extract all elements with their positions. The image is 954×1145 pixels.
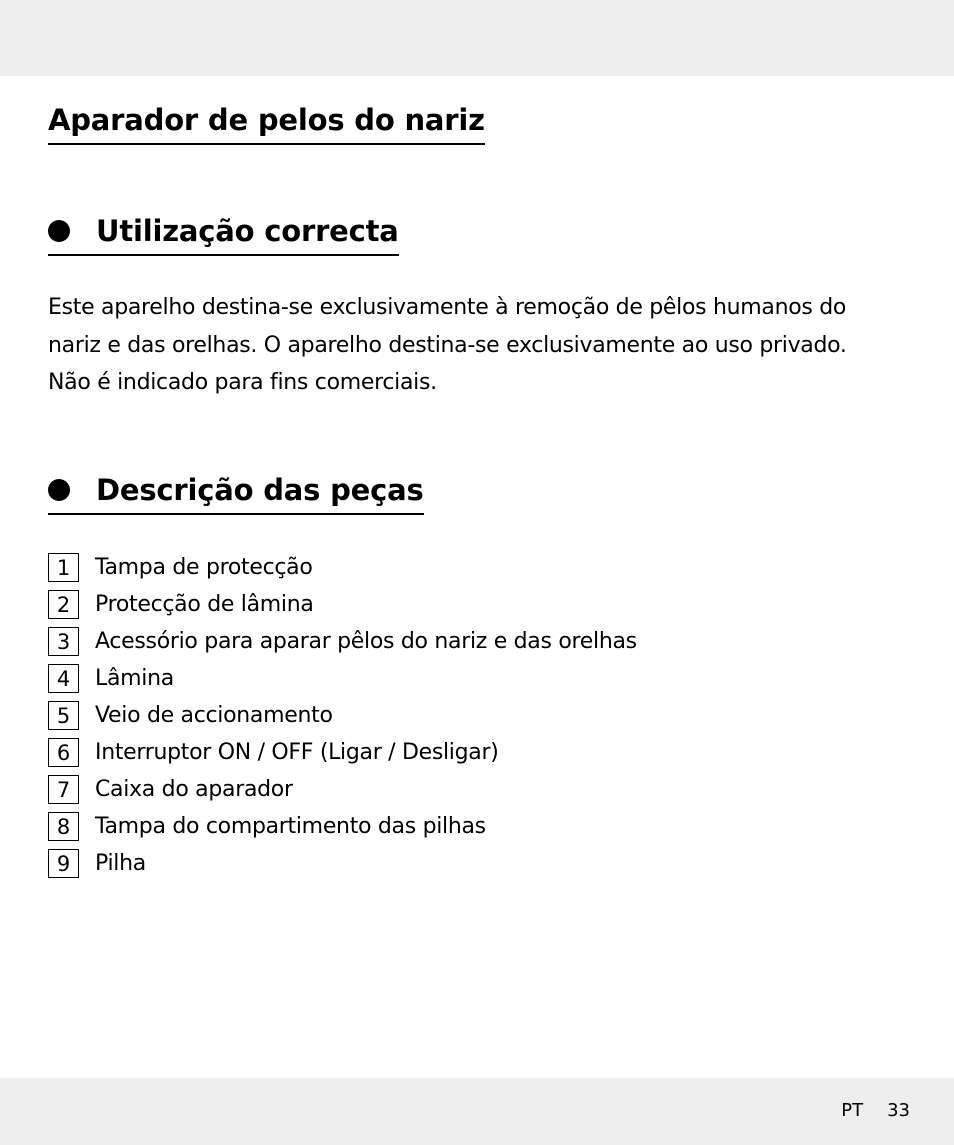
usage-paragraph <box>48 289 928 402</box>
part-label: Pilha <box>95 851 146 876</box>
page-footer <box>841 1100 910 1121</box>
part-label: Lâmina <box>95 666 174 691</box>
part-label: Interruptor ON / OFF (Ligar / Desligar) <box>95 740 499 765</box>
part-number: 8 <box>48 812 79 841</box>
footer-band <box>0 1078 954 1145</box>
list-item <box>48 771 637 808</box>
part-number: 4 <box>48 664 79 693</box>
page-title: Aparador de pelos do nariz <box>48 101 485 145</box>
parts-list <box>48 549 637 882</box>
list-item <box>48 623 637 660</box>
part-label: Acessório para aparar pêlos do nariz e das orelhas <box>95 629 637 654</box>
part-label: Caixa do aparador <box>95 777 293 802</box>
list-item <box>48 808 637 845</box>
section-heading-usage-text: Utilização correcta <box>96 214 399 248</box>
part-number: 5 <box>48 701 79 730</box>
bullet-icon <box>48 479 70 501</box>
footer-language: PT <box>841 1100 864 1121</box>
usage-line: Não é indicado para fins comerciais. <box>48 370 437 395</box>
list-item <box>48 660 637 697</box>
part-number: 6 <box>48 738 79 767</box>
part-label: Tampa de protecção <box>95 555 313 580</box>
list-item <box>48 845 637 882</box>
part-number: 2 <box>48 590 79 619</box>
header-band <box>0 0 954 76</box>
part-label: Protecção de lâmina <box>95 592 314 617</box>
list-item <box>48 586 637 623</box>
list-item <box>48 734 637 771</box>
part-number: 9 <box>48 849 79 878</box>
part-number: 1 <box>48 553 79 582</box>
list-item <box>48 697 637 734</box>
part-label: Veio de accionamento <box>95 703 333 728</box>
part-label: Tampa do compartimento das pilhas <box>95 814 486 839</box>
section-heading-parts <box>48 471 424 515</box>
part-number: 3 <box>48 627 79 656</box>
usage-line: Este aparelho destina-se exclusivamente à remoção de pêlos humanos do <box>48 295 847 320</box>
section-heading-parts-text: Descrição das peças <box>96 473 424 507</box>
usage-line: nariz e das orelhas. O aparelho destina-se exclusivamente ao uso privado. <box>48 332 847 358</box>
section-heading-usage <box>48 212 399 256</box>
footer-page-number: 33 <box>887 1100 910 1121</box>
list-item <box>48 549 637 586</box>
bullet-icon <box>48 220 70 242</box>
part-number: 7 <box>48 775 79 804</box>
